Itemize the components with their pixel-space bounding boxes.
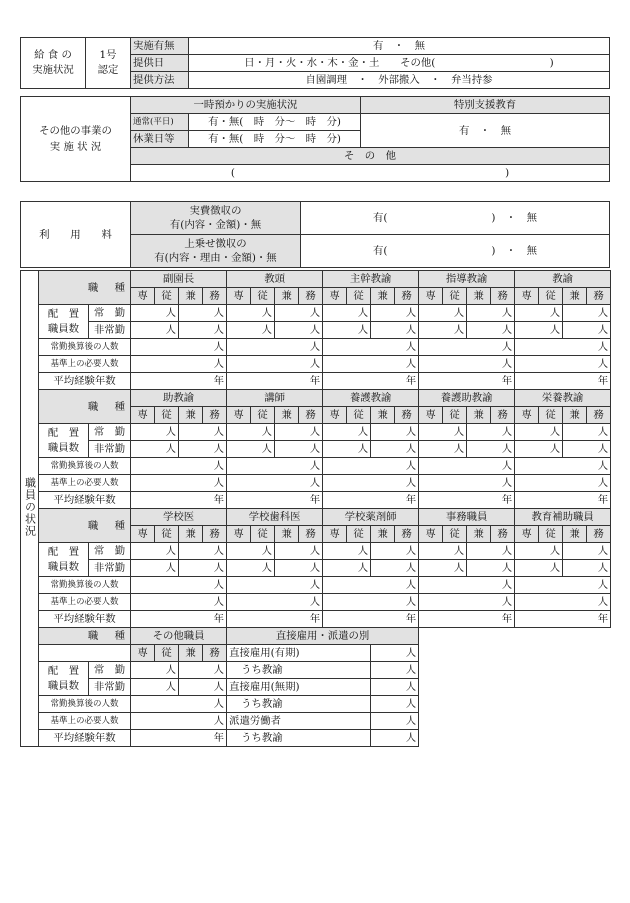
kijun-cell[interactable]: 人 <box>227 594 323 611</box>
kijun-label: 基準上の必要人数 <box>39 475 131 492</box>
jisshi-umu-label: 実施有無 <box>131 38 189 55</box>
senju-header: 従 <box>155 645 179 662</box>
staff-side-label <box>21 271 39 747</box>
hijokin-senju-cell[interactable]: 人 <box>227 560 275 577</box>
role-header: 教育補助職員 <box>515 509 611 526</box>
kijun-cell[interactable]: 人 <box>515 475 611 492</box>
sonota-value[interactable]: ( ) <box>131 165 610 182</box>
senju-header: 従 <box>155 407 179 424</box>
kennin-header: 兼 <box>275 288 299 305</box>
hijokin-senju-cell[interactable]: 人 <box>419 322 467 339</box>
tokubetsu-value[interactable]: 有 ・ 無 <box>361 114 610 148</box>
kennin-header: 兼 <box>563 526 587 543</box>
senju-header: 従 <box>347 288 371 305</box>
kanzan-cell[interactable]: 人 <box>131 339 227 356</box>
other-projects-label: その他の事業の 実 施 状 況 <box>21 97 131 182</box>
uwanose-value[interactable]: 有( ) ・ 無 <box>301 235 610 268</box>
jokin-senju-cell[interactable]: 人 <box>515 305 563 322</box>
kennin-header: 兼 <box>563 407 587 424</box>
kennin-header: 務 <box>587 288 611 305</box>
senju-header: 専 <box>515 407 539 424</box>
koyo-row-cell[interactable]: 人 <box>371 679 419 696</box>
kanzan-cell[interactable]: 人 <box>227 339 323 356</box>
jokin-kennin-cell[interactable]: 人 <box>563 305 611 322</box>
jokin-senju-cell[interactable]: 人 <box>323 543 371 560</box>
kijun-cell[interactable]: 人 <box>227 356 323 373</box>
keiken-cell[interactable]: 年 <box>131 730 227 747</box>
teikyobi-label: 提供日 <box>131 55 189 72</box>
senju-header: 従 <box>251 407 275 424</box>
senju-header: 従 <box>539 407 563 424</box>
kanzan-cell[interactable]: 人 <box>323 458 419 475</box>
senju-header: 専 <box>323 526 347 543</box>
role-header: 養護助教諭 <box>419 390 515 407</box>
kijun-label: 基準上の必要人数 <box>39 594 131 611</box>
role-header: その他職員 <box>131 628 227 645</box>
riyoryo-label: 利 用 料 <box>21 202 131 268</box>
kennin-header: 兼 <box>467 288 491 305</box>
kijun-cell[interactable]: 人 <box>419 356 515 373</box>
kijun-cell[interactable]: 人 <box>515 594 611 611</box>
hijokin-senju-cell[interactable]: 人 <box>515 322 563 339</box>
jokin-kennin-cell[interactable]: 人 <box>179 305 227 322</box>
hijokin-kennin-cell[interactable]: 人 <box>275 560 323 577</box>
jokin-senju-cell[interactable]: 人 <box>323 424 371 441</box>
kanzan-label: 常勤換算後の人数 <box>39 339 131 356</box>
kanzan-cell[interactable]: 人 <box>131 458 227 475</box>
role-header: 栄養教諭 <box>515 390 611 407</box>
senju-header: 専 <box>419 407 443 424</box>
hijokin-kennin-cell[interactable]: 人 <box>467 560 515 577</box>
hijokin-senju-cell[interactable]: 人 <box>323 441 371 458</box>
blank <box>39 645 131 662</box>
keiken-cell[interactable]: 年 <box>323 492 419 509</box>
jokin-kennin-cell[interactable]: 人 <box>563 424 611 441</box>
hijokin-senju-cell[interactable]: 人 <box>131 679 179 696</box>
kanzan-cell[interactable]: 人 <box>419 458 515 475</box>
haichi-label: 配 置 職員数 <box>39 424 89 458</box>
tsujo-value[interactable]: 有・無( 時 分～ 時 分) <box>189 114 361 131</box>
jokin-senju-cell[interactable]: 人 <box>419 543 467 560</box>
role-header: 養護教諭 <box>323 390 419 407</box>
jippi-label: 実費徴収の 有(内容・金額)・無 <box>131 202 301 235</box>
kennin-header: 務 <box>587 526 611 543</box>
jokin-senju-cell[interactable]: 人 <box>227 424 275 441</box>
hijokin-label: 非常勤 <box>89 560 131 577</box>
koyo-row-label: うち教諭 <box>227 662 371 679</box>
senju-header: 専 <box>131 407 155 424</box>
koyo-row-label: 派遣労働者 <box>227 713 371 730</box>
kennin-header: 兼 <box>179 526 203 543</box>
hijokin-senju-cell[interactable]: 人 <box>227 322 275 339</box>
other-projects-table <box>20 96 610 182</box>
kanzan-label: 常勤換算後の人数 <box>39 458 131 475</box>
jokin-senju-cell[interactable]: 人 <box>227 543 275 560</box>
role-header: 指導教諭 <box>419 271 515 288</box>
keiken-label: 平均経験年数 <box>39 492 131 509</box>
hijokin-kennin-cell[interactable]: 人 <box>179 441 227 458</box>
jisshi-umu-value[interactable]: 有 ・ 無 <box>189 38 610 55</box>
koyo-row-cell[interactable]: 人 <box>371 730 419 747</box>
keiken-cell[interactable]: 年 <box>227 611 323 628</box>
kennin-header: 兼 <box>371 526 395 543</box>
jokin-senju-cell[interactable]: 人 <box>131 543 179 560</box>
ichiji-header: 一時預かりの実施状況 <box>131 97 361 114</box>
side-label-text: 職員の状況 <box>23 477 37 537</box>
hijokin-senju-cell[interactable]: 人 <box>515 560 563 577</box>
hijokin-senju-cell[interactable]: 人 <box>131 322 179 339</box>
senju-header: 専 <box>227 288 251 305</box>
senju-header: 専 <box>131 288 155 305</box>
kennin-header: 兼 <box>467 526 491 543</box>
kyugyobi-label: 休業日等 <box>131 131 189 148</box>
hijokin-label: 非常勤 <box>89 322 131 339</box>
keiken-cell[interactable]: 年 <box>227 492 323 509</box>
kanzan-cell[interactable]: 人 <box>227 577 323 594</box>
kanzan-label: 常勤換算後の人数 <box>39 577 131 594</box>
kennin-header: 兼 <box>179 288 203 305</box>
hijokin-kennin-cell[interactable]: 人 <box>179 322 227 339</box>
koyo-row-label: うち教諭 <box>227 730 371 747</box>
role-header: 教諭 <box>515 271 611 288</box>
shokushu-label: 職 種 <box>39 271 131 305</box>
role-header: 副園長 <box>131 271 227 288</box>
keiken-label: 平均経験年数 <box>39 730 131 747</box>
kennin-header: 務 <box>299 288 323 305</box>
shokushu-label: 職 種 <box>39 628 131 645</box>
senju-header: 専 <box>131 526 155 543</box>
senju-header: 専 <box>227 526 251 543</box>
jokin-senju-cell[interactable]: 人 <box>131 424 179 441</box>
senju-header: 専 <box>323 288 347 305</box>
senju-header: 従 <box>155 288 179 305</box>
hijokin-label: 非常勤 <box>89 679 131 696</box>
kanzan-cell[interactable]: 人 <box>515 339 611 356</box>
haichi-label: 配 置 職員数 <box>39 543 89 577</box>
role-header: 事務職員 <box>419 509 515 526</box>
kennin-header: 兼 <box>467 407 491 424</box>
senju-header: 従 <box>347 526 371 543</box>
kennin-header: 務 <box>299 407 323 424</box>
hijokin-senju-cell[interactable]: 人 <box>227 441 275 458</box>
hijokin-kennin-cell[interactable]: 人 <box>563 441 611 458</box>
shokushu-label: 職 種 <box>39 509 131 543</box>
kijun-cell[interactable]: 人 <box>419 475 515 492</box>
kennin-header: 務 <box>491 526 515 543</box>
kanzan-cell[interactable]: 人 <box>227 458 323 475</box>
kanzan-cell[interactable]: 人 <box>323 577 419 594</box>
hijokin-kennin-cell[interactable]: 人 <box>563 322 611 339</box>
kennin-header: 務 <box>203 526 227 543</box>
hijokin-senju-cell[interactable]: 人 <box>419 560 467 577</box>
role-header: 講師 <box>227 390 323 407</box>
kennin-header: 務 <box>299 526 323 543</box>
kennin-header: 務 <box>491 407 515 424</box>
keiken-cell[interactable]: 年 <box>419 492 515 509</box>
hijokin-kennin-cell[interactable]: 人 <box>179 679 227 696</box>
jokin-label: 常 勤 <box>89 662 131 679</box>
role-header: 教頭 <box>227 271 323 288</box>
jokin-kennin-cell[interactable]: 人 <box>179 662 227 679</box>
kanzan-label: 常勤換算後の人数 <box>39 696 131 713</box>
kijun-cell[interactable]: 人 <box>419 594 515 611</box>
kijun-cell[interactable]: 人 <box>323 356 419 373</box>
jokin-kennin-cell[interactable]: 人 <box>275 424 323 441</box>
kijun-label: 基準上の必要人数 <box>39 356 131 373</box>
kennin-header: 務 <box>395 407 419 424</box>
keiken-cell[interactable]: 年 <box>419 611 515 628</box>
jokin-kennin-cell[interactable]: 人 <box>275 305 323 322</box>
jokin-kennin-cell[interactable]: 人 <box>371 305 419 322</box>
role-header: 学校薬剤師 <box>323 509 419 526</box>
hijokin-senju-cell[interactable]: 人 <box>515 441 563 458</box>
keiken-cell[interactable]: 年 <box>227 373 323 390</box>
hijokin-kennin-cell[interactable]: 人 <box>467 441 515 458</box>
hijokin-kennin-cell[interactable]: 人 <box>563 560 611 577</box>
kennin-header: 務 <box>587 407 611 424</box>
kanzan-cell[interactable]: 人 <box>419 339 515 356</box>
haichi-label: 配 置 職員数 <box>39 305 89 339</box>
kijun-cell[interactable]: 人 <box>227 475 323 492</box>
kennin-header: 務 <box>203 645 227 662</box>
koyo-row-cell[interactable]: 人 <box>371 662 419 679</box>
kennin-header: 務 <box>203 407 227 424</box>
keiken-cell[interactable]: 年 <box>131 492 227 509</box>
hijokin-kennin-cell[interactable]: 人 <box>275 322 323 339</box>
hijokin-kennin-cell[interactable]: 人 <box>371 322 419 339</box>
uwanose-label: 上乗せ徴収の 有(内容・理由・金額)・無 <box>131 235 301 268</box>
jokin-kennin-cell[interactable]: 人 <box>179 424 227 441</box>
blank-area <box>419 628 611 747</box>
keiken-cell[interactable]: 年 <box>131 611 227 628</box>
kyugyobi-value[interactable]: 有・無( 時 分～ 時 分) <box>189 131 361 148</box>
senju-header: 専 <box>419 526 443 543</box>
kyushoku-table <box>20 37 610 89</box>
koyo-row-cell[interactable]: 人 <box>371 713 419 730</box>
jokin-senju-cell[interactable]: 人 <box>323 305 371 322</box>
jokin-kennin-cell[interactable]: 人 <box>371 424 419 441</box>
keiken-cell[interactable]: 年 <box>515 611 611 628</box>
kijun-cell[interactable]: 人 <box>131 356 227 373</box>
keiken-cell[interactable]: 年 <box>515 373 611 390</box>
jokin-senju-cell[interactable]: 人 <box>419 424 467 441</box>
senju-header: 専 <box>515 288 539 305</box>
tokubetsu-header: 特別支援教育 <box>361 97 610 114</box>
senju-header: 専 <box>131 645 155 662</box>
hijokin-kennin-cell[interactable]: 人 <box>275 441 323 458</box>
jokin-kennin-cell[interactable]: 人 <box>563 543 611 560</box>
role-header: 学校歯科医 <box>227 509 323 526</box>
koyo-header: 直接雇用・派遣の別 <box>227 628 419 645</box>
keiken-label: 平均経験年数 <box>39 373 131 390</box>
jokin-label: 常 勤 <box>89 424 131 441</box>
koyo-row-cell[interactable]: 人 <box>371 696 419 713</box>
kijun-cell[interactable]: 人 <box>323 475 419 492</box>
hijokin-label: 非常勤 <box>89 441 131 458</box>
senju-header: 専 <box>515 526 539 543</box>
kanzan-cell[interactable]: 人 <box>131 577 227 594</box>
teikyo-hoho-value[interactable]: 自園調理 ・ 外部搬入 ・ 弁当持参 <box>189 72 610 89</box>
jokin-kennin-cell[interactable]: 人 <box>467 424 515 441</box>
senju-header: 従 <box>347 407 371 424</box>
jippi-value[interactable]: 有( ) ・ 無 <box>301 202 610 235</box>
koyo-row-label: 直接雇用(無期) <box>227 679 371 696</box>
role-header: 助教諭 <box>131 390 227 407</box>
kyushoku-type: 1号 認定 <box>86 38 131 89</box>
koyo-row-label: うち教諭 <box>227 696 371 713</box>
kennin-header: 兼 <box>179 407 203 424</box>
hijokin-senju-cell[interactable]: 人 <box>323 560 371 577</box>
haichi-label: 配 置 職員数 <box>39 662 89 696</box>
jokin-kennin-cell[interactable]: 人 <box>179 543 227 560</box>
hijokin-kennin-cell[interactable]: 人 <box>371 441 419 458</box>
kanzan-cell[interactable]: 人 <box>515 577 611 594</box>
riyoryo-table <box>20 201 610 268</box>
jokin-senju-cell[interactable]: 人 <box>131 305 179 322</box>
hijokin-senju-cell[interactable]: 人 <box>131 560 179 577</box>
senju-header: 従 <box>251 288 275 305</box>
jokin-senju-cell[interactable]: 人 <box>419 305 467 322</box>
senju-header: 従 <box>155 526 179 543</box>
kijun-cell[interactable]: 人 <box>323 594 419 611</box>
jokin-kennin-cell[interactable]: 人 <box>467 543 515 560</box>
jokin-senju-cell[interactable]: 人 <box>131 662 179 679</box>
kennin-header: 兼 <box>371 288 395 305</box>
koyo-row-cell[interactable]: 人 <box>371 645 419 662</box>
kennin-header: 兼 <box>563 288 587 305</box>
senju-header: 従 <box>443 288 467 305</box>
jokin-senju-cell[interactable]: 人 <box>515 543 563 560</box>
senju-header: 従 <box>443 526 467 543</box>
kanzan-cell[interactable]: 人 <box>131 696 227 713</box>
senju-header: 従 <box>443 407 467 424</box>
kijun-label: 基準上の必要人数 <box>39 713 131 730</box>
hijokin-senju-cell[interactable]: 人 <box>323 322 371 339</box>
hijokin-kennin-cell[interactable]: 人 <box>179 560 227 577</box>
koyo-row-label: 直接雇用(有期) <box>227 645 371 662</box>
jokin-kennin-cell[interactable]: 人 <box>275 543 323 560</box>
keiken-label: 平均経験年数 <box>39 611 131 628</box>
senju-header: 専 <box>323 407 347 424</box>
teikyo-hoho-label: 提供方法 <box>131 72 189 89</box>
role-header: 主幹教諭 <box>323 271 419 288</box>
keiken-cell[interactable]: 年 <box>323 373 419 390</box>
kennin-header: 兼 <box>275 407 299 424</box>
hijokin-senju-cell[interactable]: 人 <box>131 441 179 458</box>
kennin-header: 兼 <box>179 645 203 662</box>
hijokin-kennin-cell[interactable]: 人 <box>467 322 515 339</box>
kennin-header: 兼 <box>371 407 395 424</box>
kijun-cell[interactable]: 人 <box>515 356 611 373</box>
kennin-header: 務 <box>203 288 227 305</box>
kanzan-cell[interactable]: 人 <box>515 458 611 475</box>
jokin-label: 常 勤 <box>89 543 131 560</box>
jokin-kennin-cell[interactable]: 人 <box>371 543 419 560</box>
keiken-cell[interactable]: 年 <box>323 611 419 628</box>
keiken-cell[interactable]: 年 <box>515 492 611 509</box>
kennin-header: 務 <box>395 526 419 543</box>
jokin-senju-cell[interactable]: 人 <box>515 424 563 441</box>
kennin-header: 務 <box>395 288 419 305</box>
role-header: 学校医 <box>131 509 227 526</box>
hijokin-kennin-cell[interactable]: 人 <box>371 560 419 577</box>
jokin-label: 常 勤 <box>89 305 131 322</box>
kijun-cell[interactable]: 人 <box>131 594 227 611</box>
shokushu-label: 職 種 <box>39 390 131 424</box>
staff-table <box>20 270 611 747</box>
kijun-cell[interactable]: 人 <box>131 475 227 492</box>
jokin-senju-cell[interactable]: 人 <box>227 305 275 322</box>
kennin-header: 務 <box>491 288 515 305</box>
keiken-cell[interactable]: 年 <box>131 373 227 390</box>
kennin-header: 兼 <box>275 526 299 543</box>
kyushoku-label: 給 食 の 実施状況 <box>21 38 86 89</box>
keiken-cell[interactable]: 年 <box>419 373 515 390</box>
teikyobi-value[interactable]: 日・月・火・水・木・金・土 その他( ) <box>189 55 610 72</box>
senju-header: 従 <box>539 288 563 305</box>
kijun-cell[interactable]: 人 <box>131 713 227 730</box>
kanzan-cell[interactable]: 人 <box>419 577 515 594</box>
senju-header: 専 <box>227 407 251 424</box>
jokin-kennin-cell[interactable]: 人 <box>467 305 515 322</box>
sonota-header: そ の 他 <box>131 148 610 165</box>
senju-header: 従 <box>251 526 275 543</box>
tsujo-label: 通常(平日) <box>131 114 189 131</box>
hijokin-senju-cell[interactable]: 人 <box>419 441 467 458</box>
kanzan-cell[interactable]: 人 <box>323 339 419 356</box>
senju-header: 専 <box>419 288 443 305</box>
senju-header: 従 <box>539 526 563 543</box>
